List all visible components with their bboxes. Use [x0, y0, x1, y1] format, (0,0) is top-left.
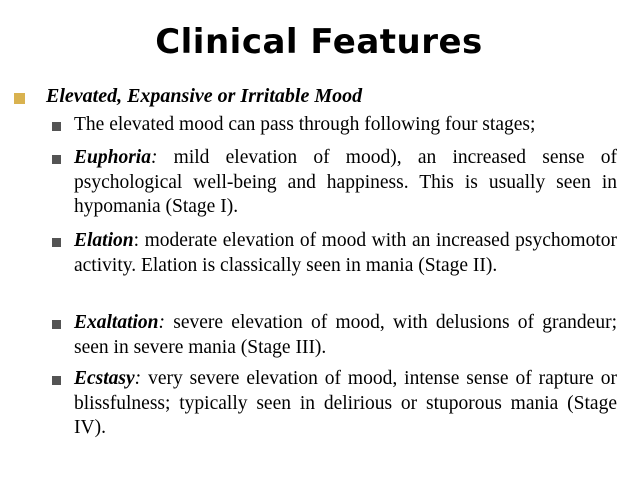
- list-item-ecstasy: [52, 367, 617, 441]
- square-bullet-icon: [52, 320, 61, 329]
- stage-term: Euphoria: [74, 147, 151, 168]
- square-bullet-icon: [52, 122, 61, 131]
- list-item-exaltation: [52, 311, 617, 360]
- list-item-intro: [52, 113, 617, 138]
- stage-description: very severe elevation of mood, intense sense of rapture or blissfulness; typically seen in delirious or stuporous mania (Stage IV).: [74, 368, 618, 438]
- square-bullet-icon: [52, 155, 61, 164]
- term-separator: :: [158, 312, 174, 333]
- stage-term: Elation: [74, 230, 134, 251]
- square-bullet-icon: [52, 238, 61, 247]
- square-bullet-icon: [52, 376, 61, 385]
- term-separator: :: [134, 368, 149, 389]
- stage-description: moderate elevation of mood with an increased psychomotor activity. Elation is classically seen in mania (Stage II).: [74, 230, 617, 276]
- section-heading: Elevated, Expansive or Irritable Mood: [46, 85, 363, 107]
- term-separator: :: [133, 230, 145, 251]
- square-bullet-icon: [14, 93, 25, 104]
- intro-text: The elevated mood can pass through following four stages;: [74, 114, 536, 135]
- stage-term: Exaltation: [74, 312, 159, 333]
- stage-term: Ecstasy: [74, 368, 135, 389]
- term-separator: :: [150, 147, 174, 168]
- list-item-elation: [52, 229, 617, 278]
- stage-description: mild elevation of mood), an increased sense of psychological well-being and happiness. This is usually seen in hypomania (Stage I).: [74, 147, 617, 217]
- slide-title: Clinical Features: [155, 22, 483, 62]
- stage-description: severe elevation of mood, with delusions of grandeur; seen in severe mania (Stage III).: [74, 312, 617, 358]
- list-item-euphoria: [52, 146, 617, 220]
